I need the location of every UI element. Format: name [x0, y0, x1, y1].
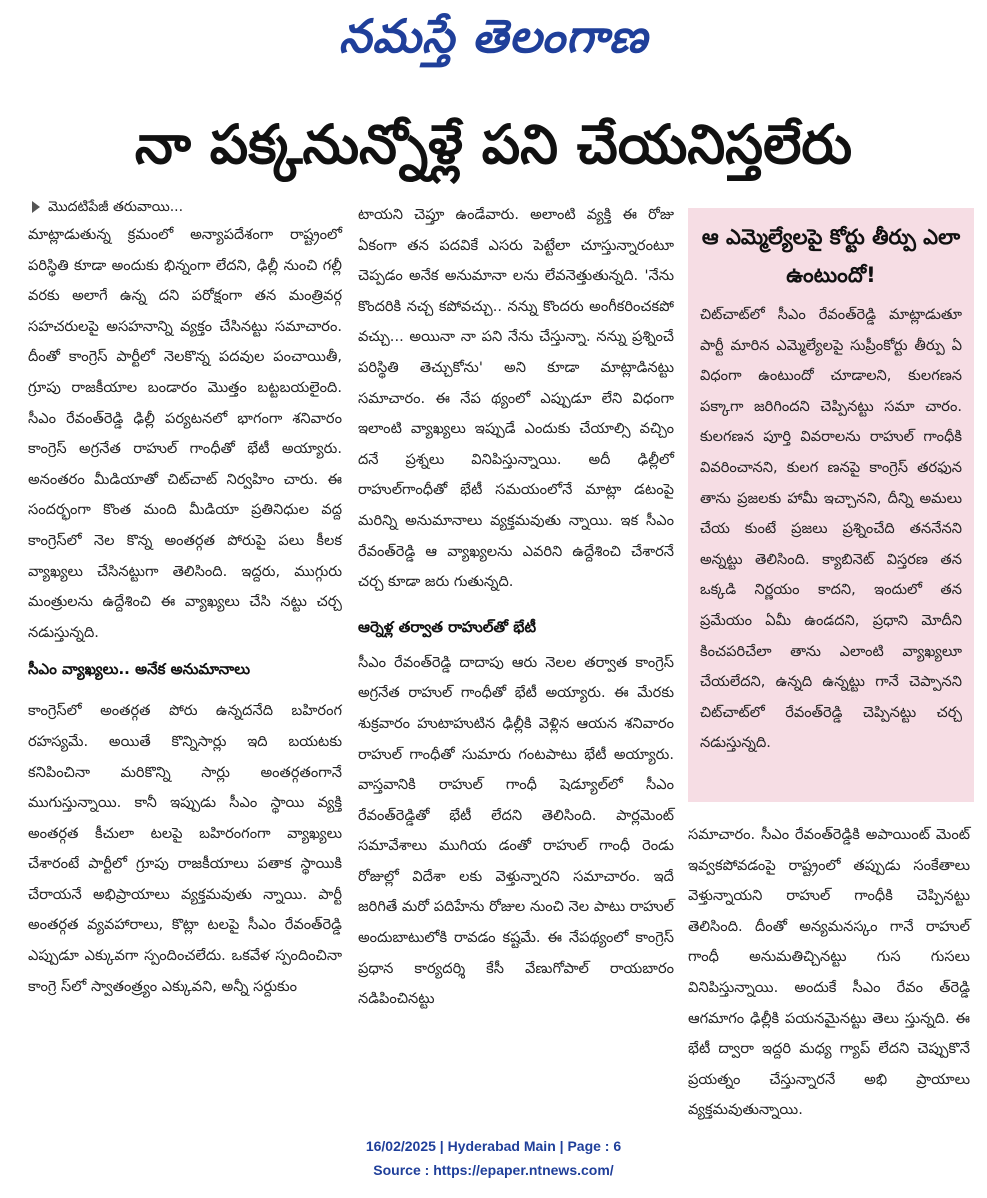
source-link[interactable]: Source : https://epaper.ntnews.com/	[373, 1162, 614, 1178]
column-1-paragraph-2: కాంగ్రెస్‌లో అంతర్గత పోరు ఉన్నదనేది బహిరంగ రహస్యమే. అయితే కొన్నిసార్లు ఇది బయటకు కనిపించినా మరికొన్ని సార్లు అంతర్గతంగానే ముగుస్తున్నాయి. కానీ ఇప్పుడు సీఎం స్థాయి వ్యక్తి అంతర్గత కీచులా టలపై బహిరంగంగా వ్యాఖ్యలు చేశారంటే పార్టీలో గ్రూపు రాజకీయాలు పతాక స్థాయికి చేరాయనే అభిప్రాయాలు వ్యక్తమవుతు న్నాయి. పార్టీ అంతర్గత వ్యవహారాలు, కొట్లా టలపై సీఎం రేవంత్‌రెడ్డి ఎప్పుడూ ఎక్కువగా స్పందించలేదు. ఒకవేళ స్పందించినా కాంగ్రె స్‌లో స్వాతంత్ర్యం ఎక్కువని, అన్నీ సర్దుకుం	[28, 702, 342, 995]
article-column-3	[688, 820, 970, 1126]
column-3-paragraph-1: సమాచారం. సీఎం రేవంత్‌రెడ్డికి అపాయింట్ మెంట్ ఇవ్వకపోవడంపై రాష్ట్రంలో తప్పుడు సంకేతాలు వెళ్తున్నాయని రాహుల్ గాంధీకి చెప్పినట్టు తెలిసింది. దీంతో అన్యమనస్కం గానే రాహుల్ గాంధీ అనుమతిచ్చినట్టు గుస గుసలు వినిపిస్తున్నాయి. అందుకే సీఎం రేవం త్‌రెడ్డి ఆగమాగం ఢిల్లీకి పయనమైనట్టు తెలు స్తున్నది. ఈ భేటీ ద్వారా ఇద్దరి మధ్య గ్యాప్ లేదని చెప్పుకొనే ప్రయత్నం చేస్తున్నారనే అభి ప్రాయాలు వ్యక్తమవుతున్నాయి.	[688, 826, 970, 1119]
edition-info: 16/02/2025 | Hyderabad Main | Page : 6	[365, 1138, 622, 1154]
sidebar-box	[688, 208, 974, 802]
subheading-rahul-meeting: ఆర్నెళ్ల తర్వాత రాహుల్‌తో భేటీ	[358, 617, 537, 636]
sidebar-box-title: ఆ ఎమ్మెల్యేలపై కోర్టు తీర్పు ఎలా ఉంటుందో!	[701, 225, 961, 287]
newspaper-masthead: నమస్తే తెలంగాణ	[338, 9, 649, 63]
continued-label: మొదటిపేజీ తరువాయి...	[48, 199, 184, 215]
article-headline: నా పక్కనున్నోళ్లే పని చేయనిస్తలేరు	[134, 113, 853, 176]
subheading-cm-comments: సీఎం వ్యాఖ్యలు.. అనేక అనుమానాలు	[28, 660, 251, 679]
column-2-paragraph-1: టాయని చెప్తూ ఉండేవారు. అలాంటి వ్యక్తి ఈ రోజు ఏకంగా తన పదవికే ఎసరు పెట్టేలా చూస్తున్నారంటూ చెప్పడం అనేక అనుమానా లను లేవనెత్తుతున్నది. 'నేను కొందరికి నచ్చ కపోవచ్చు.. నన్ను కొందరు అంగీకరించకపో వచ్చు... అయినా నా పని నేను చేస్తున్నా. నన్ను ప్రశ్నించే పరిస్థితి తెచ్చుకోను' అని కూడా మాట్లాడినట్టు సమాచారం. ఈ నేప థ్యంలో ఎప్పుడూ లేని విధంగా ఇలాంటి వ్యాఖ్యలు ఇప్పుడే ఎందుకు చేయాల్సి వచ్చిం దనే ప్రశ్నలు వినిపిస్తున్నాయి. అదీ ఢిల్లీలో రాహుల్‌గాంధీతో భేటీ సమయంలోనే మాట్లా డటంపై మరిన్ని అనుమానాలు వ్యక్తమవుతు న్నాయి. ఇక సీఎం రేవంత్‌రెడ్డి ఆ వ్యాఖ్యలను ఎవరిని ఉద్దేశించి చేశారనే చర్చ కూడా జరు గుతున్నది.	[358, 206, 674, 591]
article-column-1	[28, 196, 342, 1002]
article-column-2	[358, 200, 674, 1015]
continued-from-front-page	[28, 196, 342, 218]
sidebar-box-body: చిట్‌చాట్‌లో సీఎం రేవంత్‌రెడ్డి మాట్లాడుతూ పార్టీ మారిన ఎమ్మెల్యేలపై సుప్రీంకోర్టు తీర్పు ఏ విధంగా ఉంటుందో చూడాలని, కులగణన పక్కాగా జరిగిందని చెప్పినట్టు సమా చారం. కులగణన పూర్తి వివరాలను రాహుల్ గాంధీకి వివరించానని, కులగ ణనపై కాంగ్రెస్ తరఫున తాను ప్రజలకు హామీ ఇచ్చానని, దీన్ని అమలు చేయ కుంటే ప్రజలు ప్రశ్నించేది తననేనని అన్నట్టు తెలిసింది. క్యాబినెట్ విస్తరణ తన ఒక్కడి నిర్ణయం కాదని, ఇందులో తన ప్రమేయం ఏమీ ఉండదని, ప్రధాని మోదీని కించపరిచేలా తాను ఎలాంటి వ్యాఖ్యలూ చేయలేదని, ఉన్నది ఉన్నట్టు గానే చెప్పానని చిట్‌చాట్‌లో రేవంత్‌రెడ్డి చెప్పినట్టు చర్చ నడుస్తున్నది.	[700, 306, 962, 752]
column-2-paragraph-2: సీఎం రేవంత్‌రెడ్డి దాదాపు ఆరు నెలల తర్వాత కాంగ్రెస్ అగ్రనేత రాహుల్ గాంధీతో భేటీ అయ్యారు. ఈ మేరకు శుక్రవారం హుటాహుటిన ఢిల్లీకి వెళ్లిన ఆయన శనివారం రాహుల్ గాంధీతో సుమారు గంటపాటు భేటీ అయ్యారు. వాస్తవానికి రాహుల్ గాంధీ షెడ్యూల్‌లో సీఎం రేవంత్‌రెడ్డితో భేటీ లేదని తెలిసింది. పార్లమెంట్ సమావేశాలు ముగియ డంతో రాహుల్ గాంధీ రెండు రోజుల్లో విదేశా లకు వెళ్తున్నారని సమాచారం. ఇదే జరిగితే మరో పదిహేను రోజుల నుంచి నెల పాటు రాహుల్ అందుబాటులోకి రావడం కష్టమే. ఈ నేపథ్యంలో కాంగ్రెస్ ప్రధాన కార్యదర్శి కేసీ వేణుగోపాల్ రాయబారం నడిపించినట్టు	[358, 653, 674, 1008]
page-footer	[0, 1134, 987, 1182]
chevron-right-icon	[32, 201, 40, 213]
column-1-paragraph-1: మాట్లాడుతున్న క్రమంలో అన్యాపదేశంగా రాష్ట్రంలో పరిస్థితి కూడా అందుకు భిన్నంగా లేదని, ఢిల్లీ నుంచి గల్లీ వరకు అలాగే ఉన్న దని పరోక్షంగా తన మంత్రివర్గ సహచరులపై అసహనాన్ని వ్యక్తం చేసినట్టు సమాచారం. దీంతో కాంగ్రెస్ పార్టీలో నెలకొన్న పదవుల పంచాయితీ, గ్రూపు రాజకీయాల బండారం మొత్తం బట్టబయలైంది. సీఎం రేవంత్‌రెడ్డి ఢిల్లీ పర్యటనలో భాగంగా శనివారం కాంగ్రెస్ అగ్రనేత రాహుల్ గాంధీతో భేటీ అయ్యారు. అనంతరం మీడియాతో చిట్‌చాట్ నిర్వహిం చారు. ఈ సందర్భంగా కొంత మంది మీడియా ప్రతినిధుల వద్ద కాంగ్రెస్‌లో నెల కొన్న అంతర్గత పోరుపై పలు కీలక వ్యాఖ్యలు చేసినట్టుగా తెలిసింది. ఇద్దరు, ముగ్గురు మంత్రులను ఉద్దేశించి ఈ వ్యాఖ్యలు చేసి నట్టు చర్చ నడుస్తున్నది.	[28, 226, 342, 641]
